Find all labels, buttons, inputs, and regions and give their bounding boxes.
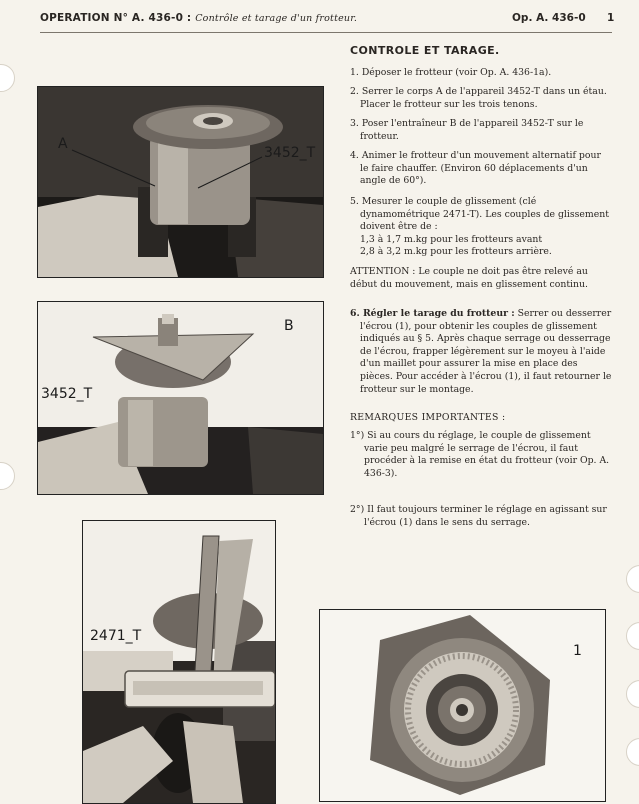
operation-number: OPERATION N° A. 436-0 : xyxy=(40,12,196,24)
remark-1 xyxy=(350,430,612,480)
step-1 xyxy=(350,67,612,80)
step-3-text: 3. Poser l'entraîneur B de l'appareil 3452-T sur le frotteur. xyxy=(350,118,584,142)
label-3452-T-top: 3452_T xyxy=(264,145,316,161)
attention-note xyxy=(350,266,612,291)
photo-3-art xyxy=(83,521,275,803)
label-2471-T: 2471_T xyxy=(90,628,142,644)
step-6-title: 6. Régler le tarage du frotteur : xyxy=(350,308,515,319)
step-5-text: 5. Mesurer le couple de glissement (clé dynamométrique 2471-T). Les couples de glissement doivent être de : xyxy=(350,196,609,233)
label-A: A xyxy=(58,136,68,152)
remarks xyxy=(350,412,612,425)
step-4 xyxy=(350,150,612,188)
step-6-body: Serrer ou desserrer l'écrou (1), pour obtenir les couples de glissement indiqués au § 5. Après chaque serrage ou desserrage de l'écrou, frapper légèrement sur le moyeu à l'aide d'un maillet pour assurer la mise en place des pièces. Pour accéder à l'écrou (1), il faut retourner le frotteur sur le montage. xyxy=(360,308,612,395)
photo-frotteur-nut xyxy=(319,609,606,802)
step-5-front: 1,3 à 1,7 m.kg pour les frotteurs avant xyxy=(360,233,543,245)
remark-2 xyxy=(350,504,612,529)
label-B: B xyxy=(284,318,294,334)
photo-4-art xyxy=(320,610,605,801)
photo-torque-wrench xyxy=(82,520,276,804)
step-5-rear: 2,8 à 3,2 m.kg pour les frotteurs arrière. xyxy=(360,246,552,258)
operation-subtitle: Contrôle et tarage d'un frotteur. xyxy=(195,13,358,24)
step-3 xyxy=(350,118,612,143)
attention-text: ATTENTION : Le couple ne doit pas être relevé au début du mouvement, mais en glissement continu. xyxy=(350,266,588,290)
step-1-text: 1. Déposer le frotteur (voir Op. A. 436-1a). xyxy=(350,67,552,78)
step-2 xyxy=(350,86,612,111)
label-nut-1: 1 xyxy=(573,643,582,659)
section-title: CONTROLE ET TARAGE. xyxy=(350,44,500,57)
step-5 xyxy=(350,196,612,259)
label-3452-T-middle: 3452_T xyxy=(41,386,93,402)
operation-ref: Op. A. 436-0 xyxy=(512,12,586,24)
step-6 xyxy=(350,308,612,396)
remark-1-text: 1°) Si au cours du réglage, le couple de glissement varie peu malgré le serrage de l'écrou, il faut procéder à la remise en état du frotteur (voir Op. A. 436-3). xyxy=(350,430,610,479)
remark-2-text: 2°) Il faut toujours terminer le réglage en agissant sur l'écrou (1) dans le sens du serrage. xyxy=(350,504,607,528)
remarks-title: REMARQUES IMPORTANTES : xyxy=(350,412,506,423)
step-4-text: 4. Animer le frotteur d'un mouvement alternatif pour le faire chauffer. (Environ 60 déplacements d'un angle de 60°). xyxy=(350,150,601,187)
page-number: 1 xyxy=(607,12,615,24)
step-2-text: 2. Serrer le corps A de l'appareil 3452-T dans un étau. Placer le frotteur sur les trois tenons. xyxy=(350,86,607,110)
